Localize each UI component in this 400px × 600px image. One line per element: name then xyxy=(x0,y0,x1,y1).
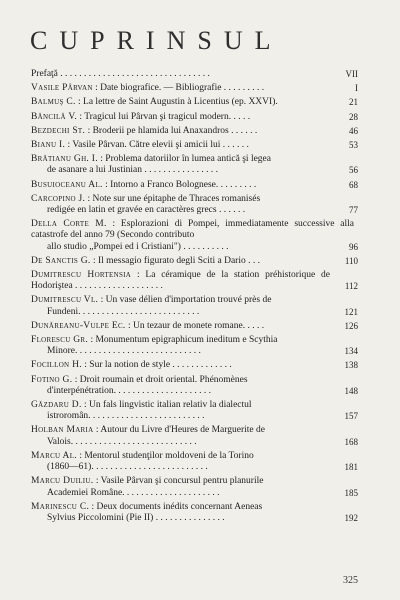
toc-entry xyxy=(31,295,358,306)
toc-entry xyxy=(31,140,358,151)
toc-author: Busuioceanu Al. xyxy=(31,179,103,190)
toc-title: : Intorno a Franco Bolognese. . . . . . . . . xyxy=(105,179,257,190)
toc-entry-text xyxy=(31,194,358,205)
toc-entry-text xyxy=(31,154,358,165)
toc-entry-text xyxy=(31,180,334,191)
toc-page-number: 148 xyxy=(344,385,358,396)
toc-page-number: 134 xyxy=(344,346,358,357)
toc-entry-text xyxy=(31,502,358,513)
toc-entry-continuation xyxy=(31,307,358,318)
toc-author: Marinescu C. xyxy=(31,501,90,512)
toc-entry xyxy=(31,97,358,108)
toc-title: : Deux documents inédits concernant Aeneas xyxy=(91,501,263,512)
toc-entry xyxy=(31,476,358,487)
toc-title-continuation: d'interpénétration. . . . . . . . . . . . . . . . . . . . . xyxy=(47,385,211,396)
toc-page-number: 68 xyxy=(349,179,358,190)
toc-entry xyxy=(31,219,358,241)
toc-title-continuation: Academiei Române. . . . . . . . . . . . . . . . . . . . . xyxy=(47,487,220,498)
toc-entry xyxy=(31,154,358,165)
toc-author: Balmuş C. xyxy=(31,97,76,108)
toc-page-number: 185 xyxy=(344,487,358,498)
toc-title: : Droit roumain et droit oriental. Phénomènes xyxy=(74,374,248,385)
page-title: CUPRINSUL xyxy=(30,26,283,55)
toc-page-number: 112 xyxy=(344,281,358,292)
toc-entry-text xyxy=(31,375,358,386)
toc-author: Della Corte M. xyxy=(31,219,107,230)
toc-entry-text xyxy=(31,126,334,137)
toc-entry-text xyxy=(31,335,358,346)
toc-title: : Note sur une épitaphe de Thraces romanisés xyxy=(87,193,261,204)
toc-title-continuation: redigée en latin et gravée en caractères grecs . . . . . . xyxy=(47,205,246,216)
toc-entry xyxy=(31,375,358,386)
toc-author: De Sanctis G. xyxy=(31,255,91,266)
toc-entry-continuation xyxy=(31,386,358,397)
page-number: 325 xyxy=(343,575,358,586)
toc-title-continuation: istroromân. . . . . . . . . . . . . . . . . . . . . . . . . xyxy=(47,411,205,422)
toc-entry xyxy=(31,256,358,267)
toc-title-continuation: Sylvius Piccolomini (Pie II) . . . . . . . . . . . . . . . xyxy=(47,512,225,523)
toc-title: : Vasile Pârvan şi concursul pentru planurile xyxy=(95,476,264,487)
toc-title: : La céramique de la station préhistorique de Hodoriştea . . . . . . . . . . . . . . . . . . . xyxy=(31,270,330,292)
toc-page-number: 168 xyxy=(344,436,358,447)
toc-author: Florescu Gr. xyxy=(31,335,89,346)
toc-title-continuation: (1860—61). . . . . . . . . . . . . . . . . . . . . . . . . xyxy=(47,462,208,473)
toc-title-continuation: de asanare a lui Justinian . . . . . . . . . . . . . . . . xyxy=(47,165,218,176)
toc-author: Vasile Pârvan xyxy=(31,83,93,94)
toc-title: : Autour du Livre d'Heures de Marguerite de xyxy=(95,425,265,436)
table-of-contents xyxy=(31,69,358,527)
toc-entry-text xyxy=(31,295,358,306)
toc-author: Focillon H. xyxy=(31,360,82,371)
toc-page-number: 21 xyxy=(349,97,358,108)
toc-author: Brătianu Gh. I. xyxy=(31,154,98,165)
toc-entry xyxy=(31,180,358,191)
toc-entry xyxy=(31,451,358,462)
toc-author: Dunăreanu-Vulpe Ec. xyxy=(31,320,126,331)
toc-author: Băncilă V. xyxy=(31,111,77,122)
toc-title: : Vasile Pârvan. Către elevii şi amicii lui . . . . . . xyxy=(67,140,249,151)
toc-entry xyxy=(31,502,358,513)
toc-title: : Problema datoriilor în lumea antică şi legea xyxy=(100,154,271,165)
toc-entry-text xyxy=(31,140,334,151)
toc-entry xyxy=(31,400,358,411)
toc-author: Dumitrescu Vl. xyxy=(31,295,99,306)
toc-page-number: 77 xyxy=(349,205,358,216)
toc-page-number: 138 xyxy=(344,360,358,371)
toc-page-number: 157 xyxy=(344,411,358,422)
toc-page-number: 181 xyxy=(344,462,358,473)
toc-author: Carcopino J. xyxy=(31,193,86,204)
toc-title: : Sur la notion de style . . . . . . . . . . . . . xyxy=(84,360,232,371)
toc-title: : Esplorazioni di Pompei, immediatamente successive alla catastrofe del anno 79 (Secondo contributo xyxy=(31,219,354,241)
toc-entry xyxy=(31,425,358,436)
toc-title-continuation: Valois. . . . . . . . . . . . . . . . . . . . . . . . . . . xyxy=(47,436,197,447)
toc-entry-text xyxy=(31,476,358,487)
toc-title: : Il messagio figurato degli Sciti a Dario . . . xyxy=(92,255,260,266)
toc-entry-text xyxy=(31,219,358,241)
toc-entry-text xyxy=(31,451,358,462)
toc-page-number: 126 xyxy=(344,320,358,331)
toc-entry-text xyxy=(31,112,334,123)
toc-title: : Un fals lingvistic italian relativ la dialectul xyxy=(84,400,252,411)
toc-title: : Mentorul studenţilor moldoveni de la Torino xyxy=(79,450,254,461)
toc-entry-text xyxy=(31,400,358,411)
toc-entry-continuation xyxy=(31,437,358,448)
toc-title: : Broderii pe hlamida lui Anaxandros . . . . . . xyxy=(87,125,258,136)
toc-page-number: 28 xyxy=(349,111,358,122)
toc-entry xyxy=(31,335,358,346)
toc-entry-text xyxy=(31,256,334,267)
toc-entry xyxy=(31,270,358,292)
toc-entry-text xyxy=(31,360,334,371)
toc-entry-text xyxy=(31,83,334,94)
toc-author: Marcu Al. xyxy=(31,450,77,461)
toc-title: : Un tezaur de monete romane. . . . . xyxy=(127,320,265,331)
toc-page-number: 110 xyxy=(344,255,358,266)
toc-entry-text xyxy=(31,321,334,332)
toc-title: : Date biografice. — Bibliografie . . . . . . . . . xyxy=(95,83,265,94)
toc-title-continuation: Fundeni. . . . . . . . . . . . . . . . . . . . . . . . . . xyxy=(47,306,200,317)
toc-page-number: I xyxy=(355,83,358,94)
toc-entry-text xyxy=(31,270,334,292)
toc-entry xyxy=(31,360,358,371)
toc-entry-continuation xyxy=(31,513,358,524)
toc-author: Dumitrescu Hortensia xyxy=(31,270,132,281)
toc-entry xyxy=(31,112,358,123)
toc-entry-continuation xyxy=(31,411,358,422)
toc-entry-continuation xyxy=(31,488,358,499)
toc-title: : Monumentum epigraphicum ineditum e Scythia xyxy=(90,335,278,346)
toc-entry-continuation xyxy=(31,346,358,357)
toc-page-number: 46 xyxy=(349,125,358,136)
toc-title-continuation: Minore. . . . . . . . . . . . . . . . . . . . . . . . . . . xyxy=(47,346,201,357)
toc-author: Găzdaru D. xyxy=(31,400,82,411)
toc-entry-continuation xyxy=(31,165,358,176)
toc-page-number: VII xyxy=(345,69,358,79)
toc-title: : Un vase délien d'importation trouvé près de xyxy=(100,295,272,306)
toc-page-number: 121 xyxy=(344,306,358,317)
toc-page-number: 53 xyxy=(349,140,358,151)
toc-entry-text xyxy=(31,425,358,436)
toc-title: : Tragicul lui Pârvan şi tragicul modern. . . . . xyxy=(79,111,251,122)
toc-entry-continuation xyxy=(31,242,358,253)
toc-author: Marcu Duiliu. xyxy=(31,476,94,487)
toc-author: Holban Maria xyxy=(31,425,94,436)
toc-entry xyxy=(31,126,358,137)
toc-entry xyxy=(31,194,358,205)
toc-page-number: 56 xyxy=(349,165,358,176)
toc-author: Bianu I. xyxy=(31,140,66,151)
toc-author: Bezdechi St. xyxy=(31,125,86,136)
toc-title: : La lettre de Saint Augustin à Licentius (ep. XXVI). xyxy=(78,97,278,108)
toc-title: Prefaţă . . . . . . . . . . . . . . . . . . . . . . . . . . . . . . . . xyxy=(31,69,210,79)
toc-author: Fotino G. xyxy=(31,374,73,385)
toc-entry xyxy=(31,321,358,332)
toc-entry-text xyxy=(31,69,334,80)
toc-entry xyxy=(31,83,358,94)
toc-entry-continuation xyxy=(31,462,358,473)
toc-title-continuation: allo studio „Pompei ed i Cristiani") . . . . . . . . . . xyxy=(47,241,229,252)
toc-entry xyxy=(31,69,358,80)
toc-entry-continuation xyxy=(31,205,358,216)
toc-page-number: 192 xyxy=(344,512,358,523)
toc-entry-text xyxy=(31,97,334,108)
toc-page-number: 96 xyxy=(349,241,358,252)
